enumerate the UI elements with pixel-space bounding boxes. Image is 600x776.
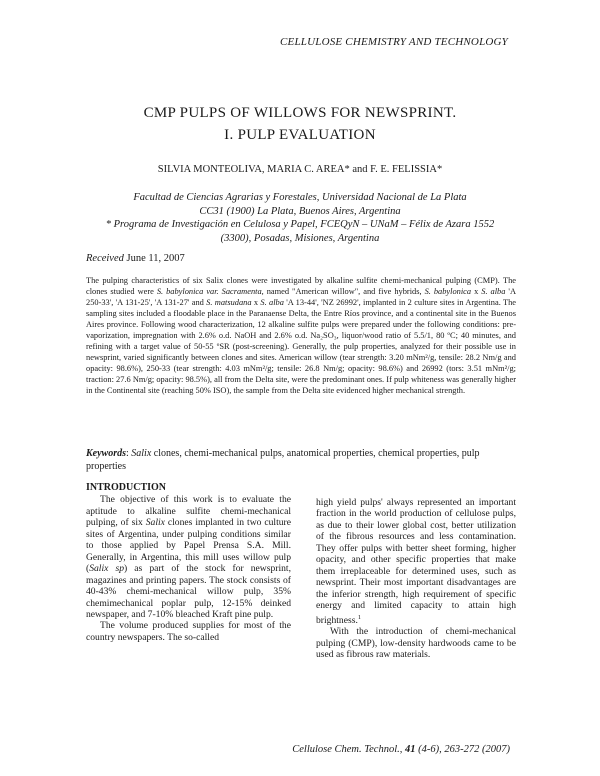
section-heading: INTRODUCTION xyxy=(86,482,167,493)
authors: SILVIA MONTEOLIVA, MARIA C. AREA* and F. E. FELISSIA* xyxy=(157,164,443,175)
abstract: The pulping characteristics of six Salix clones were investigated by alkaline sulfite chemi-mechanical pulping (CMP). The clones studied were S. babylonica var. Sacramenta, named "American willow", and five hybrids, S. babylonica x S. alba 'A 250-33', 'A 131-25', 'A 131-27' and S. matsudana x S. alba 'A 13-44', 'NZ 26992', implanted in 2 culture sites in Argentina. The sampling sites included a floodable place in the Paranaense Delta, the Entre Ríos province, and a continental site in the Buenos Aires province. Following wood characterization, 12 alkaline sulfite pulps were prepared under the following conditions: pre-vaporization, impregnation with 2.6% o.d. NaOH and 2.6% o.d. Na₂SO₃, liquor/wood ratio of 5.5/1, 80 ºC; 40 minutes, and refining with a target value of 50-55 ºSR (post-screening). Generally, the pulp properties, analyzed for their possible use in newsprint, varied significantly between clones and sites. American willow (tear strength: 3.20 mNm²/g, tensile: 28.2 Nm/g and opacity: 98.6%), 250-33 (tear strength: 4.03 mNm²/g; tensile: 26.8 Nm/g; opacity: 98.6%) and 26992 (tors: 3.51 mNm²/g; traction: 27.6 Nm/g; opacity: 98.5%), all from the Delta site, were the predominant ones. If pulp whiteness was generally higher in the Continental site (reaching 50% ISO), the sample from the Delta site evidenced higher mechanical strength. xyxy=(86,276,517,395)
intro-paragraph-1: The objective of this work is to evaluate the aptitude to alkaline sulfite chemi-mechanical pulping, of six Salix clones implanted in two culture sites of Argentina, under pulping conditions similar to those applied by Papel Prensa S.A. Mill. Generally, in Argentina, this mill uses willow pulp (Salix sp) as part of the stock for newsprint, magazines and printing papers. The stock consists of 40-43% chemi-mechanical willow pulp, 35% chemimechanical poplar pulp, 12-15% deinked newspaper, and 7-10% bleached Kraft pine pulp. xyxy=(86,494,291,620)
intro-paragraph-4: With the introduction of chemi-mechanical pulping (CMP), low-density hardwoods came to be used as fibrous raw materials. xyxy=(316,626,516,661)
affiliation-2: * Programa de Investigación en Celulosa y Papel, FCEQyN – UNaM – Félix de Azara 1552 (3300), Posadas, Misiones, Argentina xyxy=(105,219,495,244)
footer-citation: Cellulose Chem. Technol., 41 (4-6), 263-272 (2007) xyxy=(292,744,510,755)
received-date: Received June 11, 2007 xyxy=(86,253,185,264)
keywords: Keywords: Salix clones, chemi-mechanical pulps, anatomical properties, chemical properties, pulp properties xyxy=(86,448,480,472)
journal-header: CELLULOSE CHEMISTRY AND TECHNOLOGY xyxy=(280,36,508,48)
intro-right-column xyxy=(316,497,516,661)
intro-paragraph-2: The volume produced supplies for most of the country newspapers. The so-called xyxy=(86,620,291,643)
intro-left-column xyxy=(86,482,291,643)
affiliation-1: Facultad de Ciencias Agrarias y Forestales, Universidad Nacional de La Plata CC31 (1900) La Plata, Buenos Aires, Argentina xyxy=(133,192,467,217)
paper-subtitle: I. PULP EVALUATION xyxy=(224,127,376,143)
paper-title: CMP PULPS OF WILLOWS FOR NEWSPRINT. xyxy=(143,105,457,121)
intro-paragraph-3: high yield pulps' always represented an important fraction in the world production of cellulose pulps, as due to their lower global cost, better utilization of the fibrous resources and less contamination. They offer pulps with better sheet forming, higher opacity, and other specific properties that make them irreplaceable for determined uses, such as newsprint. Their most important disadvantages are the inferior strength, high requirement of specific energy and limited capacity to attain high brightness.$^1$ xyxy=(316,497,516,626)
